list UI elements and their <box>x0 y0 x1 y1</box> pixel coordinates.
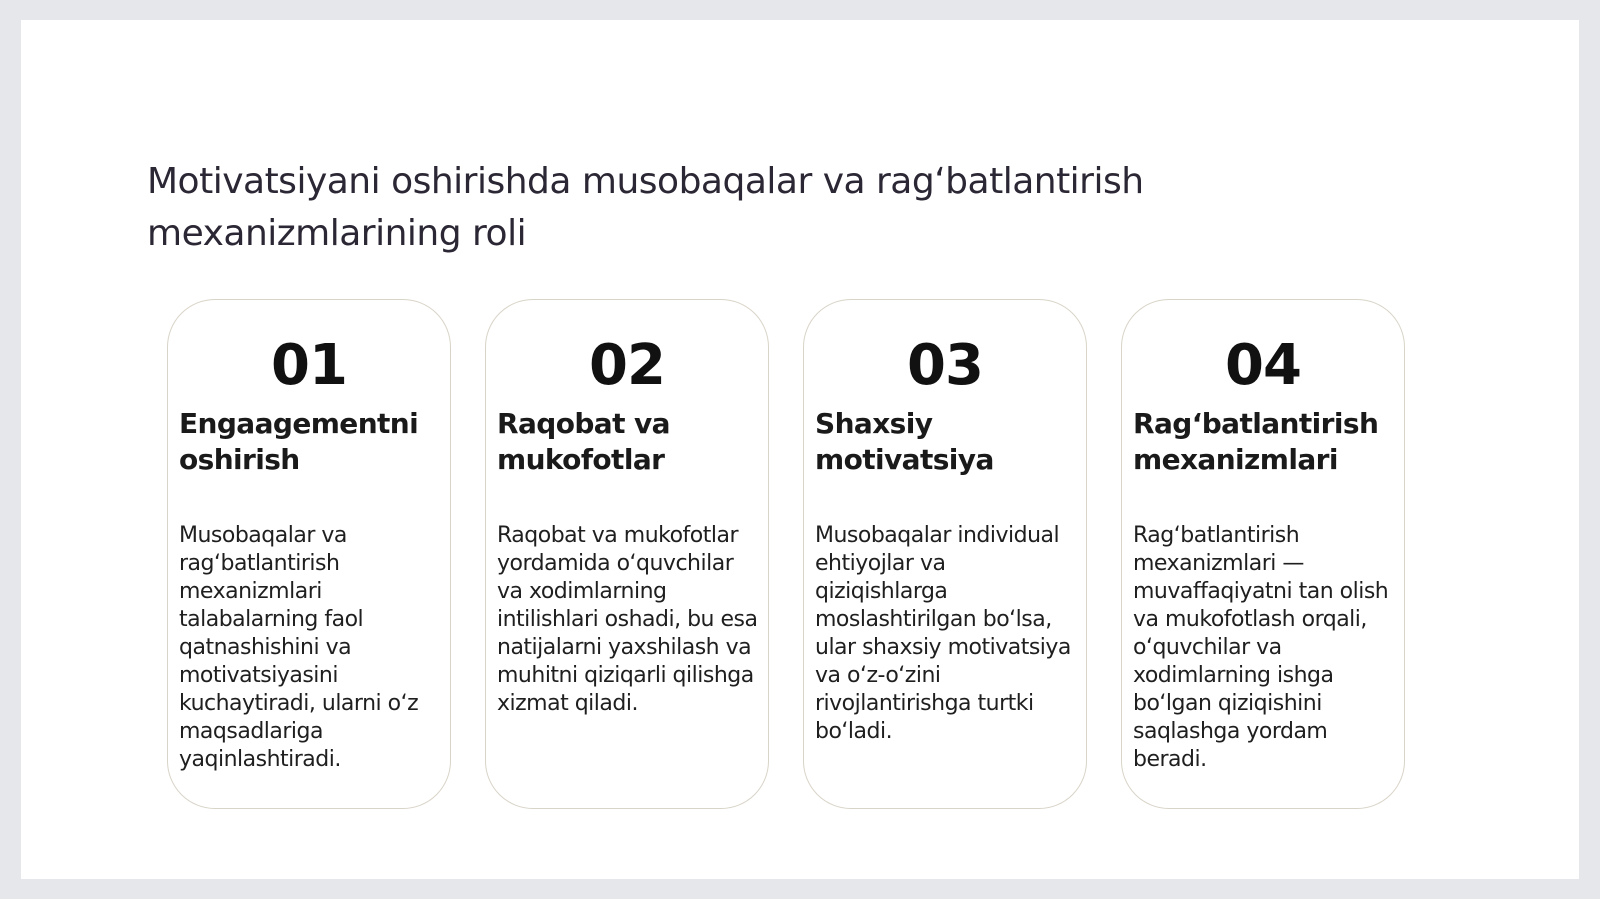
slide-title: Motivatsiyani oshirishda musobaqalar va rag‘batlantirish mexanizmlarining roli <box>147 161 1144 254</box>
card-number: 04 <box>1225 333 1301 398</box>
card-text: Musobaqalar va rag‘batlantirish mexanizmlari talabalarning faol qatnashishini va motivatsiyasini kuchaytiradi, ularni o‘z maqsadlariga yaqinlashtiradi. <box>179 523 419 772</box>
card-heading: Raqobat va mukofotlar <box>497 407 670 476</box>
card-text: Musobaqalar individual ehtiyojlar va qiziqishlarga moslashtirilgan bo‘lsa, ular shaxsiy motivatsiya va o‘z-o‘zini rivojlantirishga turtki bo‘ladi. <box>815 523 1071 744</box>
card-number: 02 <box>589 333 665 398</box>
card-heading: Rag‘batlantirish mexanizmlari <box>1133 407 1379 476</box>
card-competition-rewards <box>485 299 769 809</box>
card-personal-motivation <box>803 299 1087 809</box>
card-incentive-mechanisms <box>1121 299 1405 809</box>
card-text: Raqobat va mukofotlar yordamida o‘quvchilar va xodimlarning intilishlari oshadi, bu esa natijalarni yaxshilash va muhitni qiziqarli qilishga xizmat qiladi. <box>497 523 758 716</box>
card-heading: Engaagementni oshirish <box>179 407 419 476</box>
card-engagement <box>167 299 451 809</box>
card-heading: Shaxsiy motivatsiya <box>815 407 994 476</box>
slide <box>21 20 1579 879</box>
card-number: 03 <box>907 333 983 398</box>
card-text: Rag‘batlantirish mexanizmlari — muvaffaqiyatni tan olish va mukofotlash orqali, o‘quvchilar va xodimlarning ishga bo‘lgan qiziqishini saqlashga yordam beradi. <box>1133 523 1389 772</box>
card-number: 01 <box>271 333 347 398</box>
